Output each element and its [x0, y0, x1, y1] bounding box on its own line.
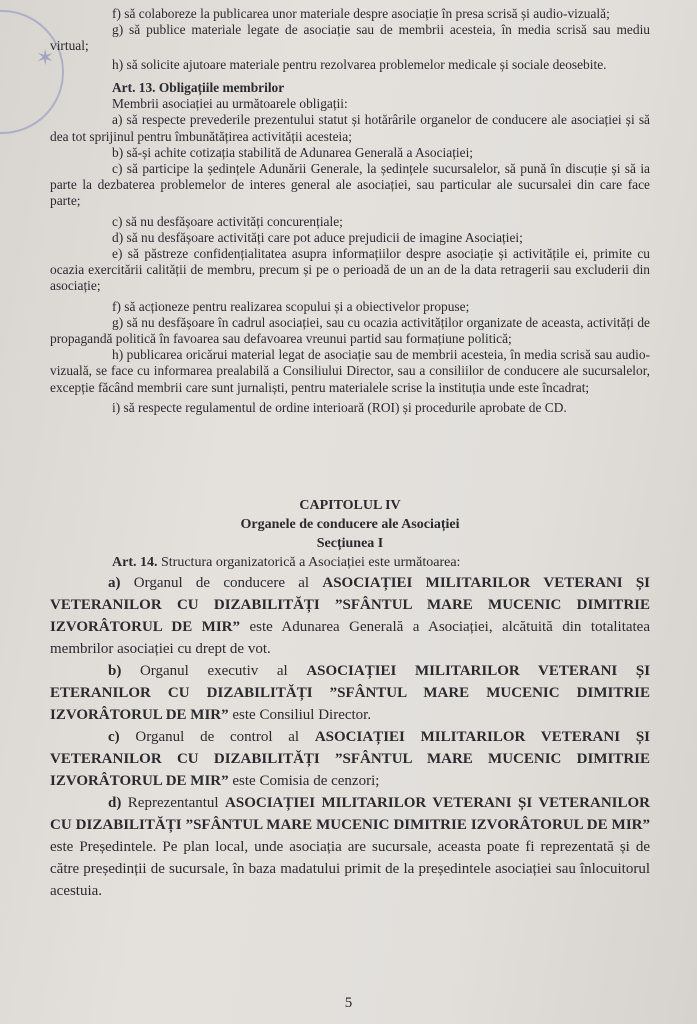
- item-a-pre: Organul de conducere al: [133, 575, 310, 591]
- item-d-post: este Președintele. Pe plan local, unde asociația are sucursale, aceasta poate fi reprezentată și de către președinții de sucursale, în baza madatului primit de la președintele asociației sau înlocuitorul acestuia.: [50, 839, 650, 899]
- item-b-post: este Consiliul Director.: [232, 707, 372, 723]
- right-f: f) să colaboreze la publicarea unor materiale despre asociație în presa scrisă și audio-vizuală;: [112, 6, 610, 21]
- item-c-pre: Organul de control al: [135, 729, 300, 745]
- obligation-h: h) publicarea oricărui material legat de asociație sau de membrii acesteia, în media scrisă sau audio-vizuală, se face cu informarea prealabilă a Consiliului Director, sau a consiliilor de conducere ale sucursalelor, excepție făcând membrii care sunt jurnaliști, pentru materialele scrise la instituția unde este încadrat;: [50, 347, 650, 395]
- obligation-f: f) să acționeze pentru realizarea scopului și a obiectivelor propuse;: [112, 298, 470, 314]
- item-a-label: a): [108, 575, 121, 591]
- structure-c: [50, 726, 650, 792]
- ink-mark-icon: ✶: [36, 45, 55, 70]
- art12-continuation: [50, 6, 650, 73]
- art13-title: Art. 13. Obligațiile membrilor: [112, 80, 285, 95]
- right-g: g) să publice materiale legate de asociație sau de membrii acesteia, în media scrisă sau mediu virtual;: [50, 22, 650, 54]
- item-b-name: ASOCIAȚIEI MILITARILOR VETERANI ȘI ETERANILOR CU DIZABILITĂȚI ”SFÂNTUL MARE MUCENIC DIMITRIE IZVORÂTORUL DE MIR”: [50, 663, 651, 723]
- structure-b: [50, 660, 650, 726]
- section-title: Secțiunea I: [316, 536, 384, 551]
- right-h: h) să solicite ajutoare materiale pentru rezolvarea problemelor medicale și sociale deosebite.: [112, 56, 607, 72]
- art13: [50, 80, 650, 416]
- obligation-a: a) să respecte prevederile prezentului statut și hotărârile organelor de conducere ale asociației și să dea tot sprijinul pentru îmbunătățirea activității acesteia;: [50, 112, 650, 144]
- obligation-c: c) să participe la ședințele Adunării Generale, la ședințele sucursalelor, să pună în discuție și să ia parte la dezbaterea problemelor de interes general ale asociației, sau particular ale sucursalei din care face parte;: [50, 161, 650, 209]
- chapter-title: Organele de conducere ale Asociației: [240, 517, 460, 532]
- art14-intro-text: Structura organizatorică a Asociației este următoarea:: [161, 555, 461, 570]
- obligation-i: i) să respecte regulamentul de ordine interioară (ROI) și procedurile aprobate de CD.: [112, 399, 567, 415]
- structure-d: [50, 792, 650, 902]
- item-c-name: ASOCIAȚIEI MILITARILOR VETERANI ȘI VETERANILOR CU DIZABILITĂȚI ”SFÂNTUL MARE MUCENIC DIMITRIE IZVORÂTORUL DE MIR”: [50, 729, 650, 789]
- chapter-number: CAPITOLUL IV: [299, 498, 401, 513]
- art14-lead: Art. 14.: [112, 555, 158, 570]
- page-number: 5: [344, 995, 353, 1011]
- art13-intro: Membrii asociației au următoarele obligații:: [112, 96, 348, 112]
- item-a-post: este Adunarea Generală a Asociației, alcătuită din totalitatea membrilor asociației cu drept de vot.: [50, 619, 651, 657]
- art14: [50, 554, 650, 902]
- structure-a: [50, 572, 650, 660]
- obligation-d: d) să nu desfășoare activități care pot aduce prejudicii de imagine Asociației;: [112, 229, 523, 245]
- item-c-label: c): [108, 729, 120, 745]
- obligation-e: e) să păstreze confidențialitatea asupra informațiilor despre asociație și activitățile ei, primite cu ocazia exercitării calității de membru, precum și pe o perioadă de un an de la data retragerii sau excluderii din asociație;: [50, 246, 650, 294]
- item-c-post: este Comisia de cenzori;: [232, 773, 380, 789]
- item-b-label: b): [108, 663, 122, 679]
- item-b-pre: Organul executiv al: [139, 663, 288, 679]
- item-a-name: ASOCIAȚIEI MILITARILOR VETERANI ȘI VETERANILOR CU DIZABILITĂȚI ”SFÂNTUL MARE MUCENIC DIMITRIE IZVORÂTORUL DE MIR”: [50, 575, 651, 635]
- item-d-name: ASOCIAȚIEI MILITARILOR VETERANI ȘI VETERANILOR CU DIZABILITĂȚI ”SFÂNTUL MARE MUCENIC DIMITRIE IZVORÂTORUL DE MIR”: [50, 795, 651, 833]
- item-d-pre: Reprezentantul: [127, 795, 219, 811]
- obligation-g: g) să nu desfășoare în cadrul asociației, sau cu ocazia activităților organizate de aceasta, activități de propagandă politică în favoarea sau defavoarea vreunui partid sau formațiune politică;: [50, 314, 650, 347]
- item-d-label: d): [108, 795, 122, 811]
- obligation-b: b) să-și achite cotizația stabilită de Adunarea Generală a Asociației;: [112, 144, 474, 160]
- art14-intro: [50, 554, 650, 572]
- obligation-c2: c) să nu desfășoare activități concurențiale;: [112, 213, 343, 229]
- chapter-heading: [50, 496, 650, 553]
